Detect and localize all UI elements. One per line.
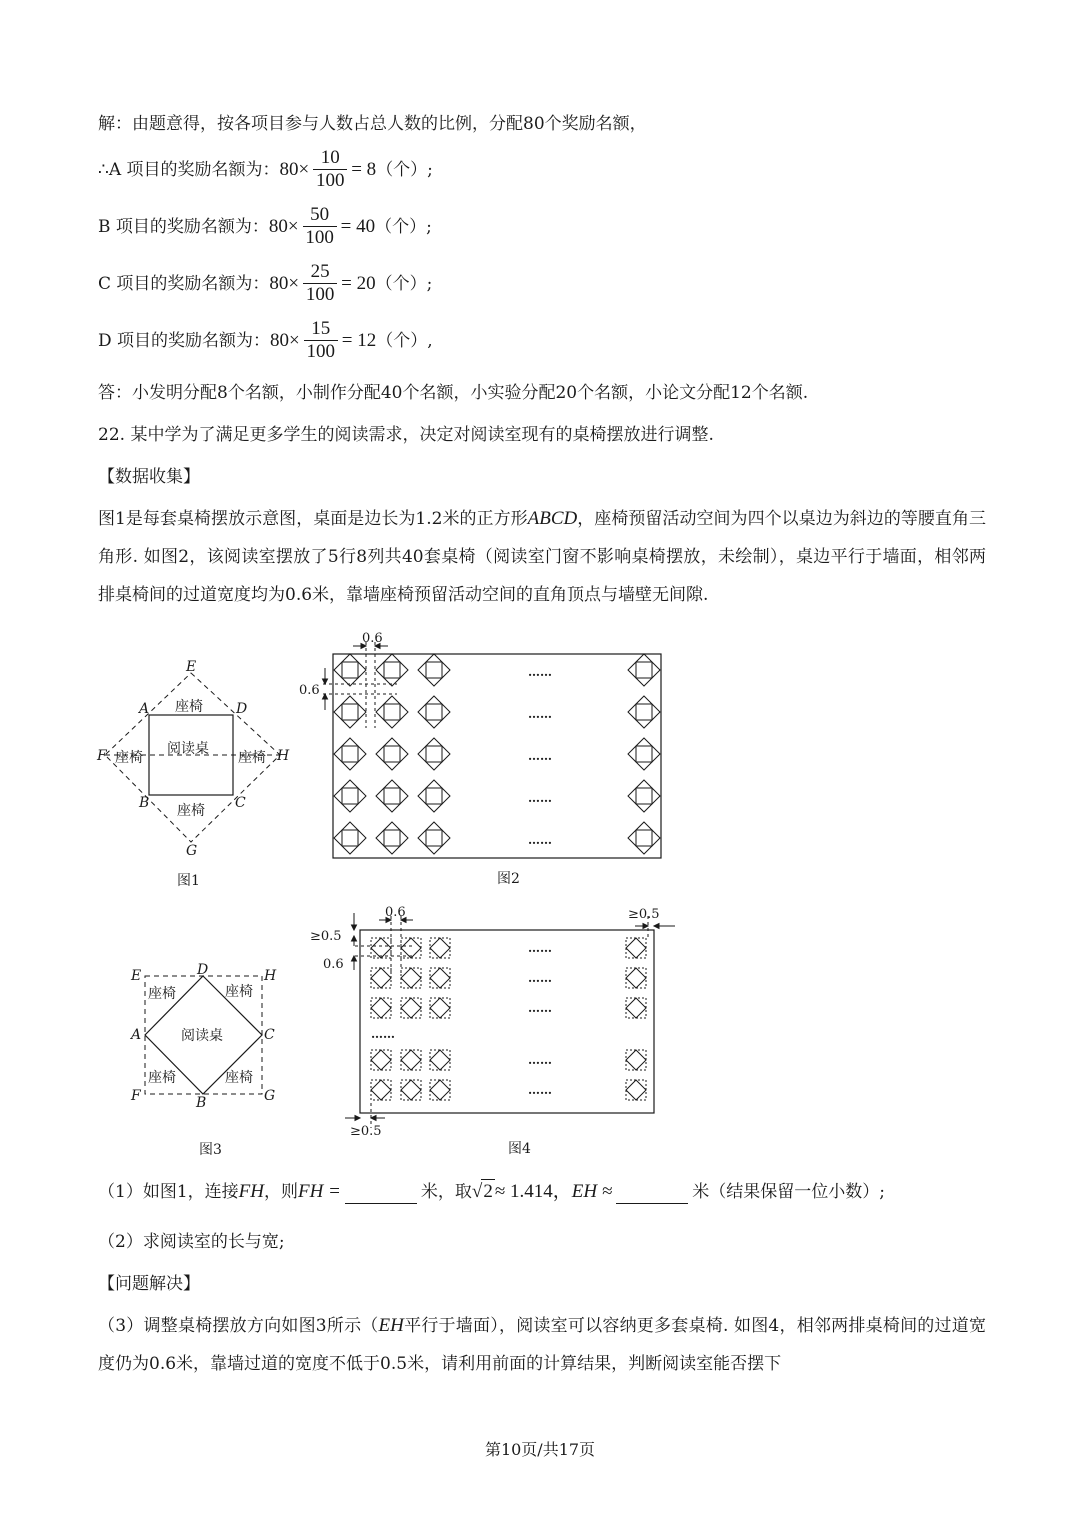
sub-question-3: （3）调整桌椅摆放方向如图3所示（EH平行于墙面），阅读室可以容纳更多套桌椅. 如图4，相邻两排桌椅间的过道宽度仍为0.6米，靠墙过道的宽度不低于0.5米，请利用前面的计算结果，判断阅读室能否摆下 — [98, 1315, 986, 1374]
figure-2 — [295, 628, 675, 893]
desk-set — [430, 1050, 450, 1070]
solution-row-d — [98, 318, 433, 363]
desk-set — [401, 938, 421, 958]
desk-set — [371, 968, 391, 988]
desk-set — [418, 696, 450, 728]
desk-set — [334, 780, 366, 812]
ellipsis-dots: …… — [528, 1083, 552, 1097]
solution-row-a — [98, 147, 433, 192]
desk-label: 阅读桌 — [181, 1028, 223, 1044]
fraction: $\frac{15}{100}$ — [304, 318, 338, 363]
desk-set — [401, 998, 421, 1018]
desk-set — [628, 696, 660, 728]
desk-set — [626, 938, 646, 958]
point-label-e: E — [131, 968, 142, 984]
point-label-b: B — [139, 795, 150, 811]
sub-question-1: （1）如图1，连接FH，则FH = 米，取√2 ≈ 1.414，EH ≈ 米（结果保留一位小数）; — [98, 1181, 885, 1202]
point-label-c: C — [264, 1027, 275, 1043]
desk-set — [376, 738, 408, 770]
row-result: = 20 — [341, 272, 376, 294]
ellipsis-dots: …… — [371, 1027, 395, 1041]
desk-set — [418, 822, 450, 854]
section-heading-solve: 【问题解决】 — [98, 1274, 200, 1294]
reading-room-wall — [333, 654, 661, 858]
section-heading-data: 【数据收集】 — [98, 467, 200, 487]
seat-label: 座椅 — [238, 750, 266, 766]
point-label-c: C — [235, 795, 246, 811]
row-unit: （个）; — [375, 216, 432, 237]
ellipsis-dots: …… — [528, 941, 552, 955]
seat-label: 座椅 — [148, 1070, 176, 1086]
figure-caption: 图1 — [177, 873, 200, 889]
desk-set — [418, 780, 450, 812]
question-title: 22. 某中学为了满足更多学生的阅读需求，决定对阅读室现有的桌椅摆放进行调整. — [98, 425, 714, 445]
figure-3 — [125, 958, 285, 1163]
desk-set — [401, 968, 421, 988]
ellipsis-dots: …… — [528, 971, 552, 985]
reading-room-wall — [360, 930, 654, 1113]
answer-blank[interactable] — [345, 1185, 417, 1204]
point-label-d: D — [236, 701, 248, 717]
point-label-b: B — [196, 1095, 207, 1111]
dimension-label: ≥0.5 — [310, 929, 342, 944]
ellipsis-dots: …… — [528, 791, 552, 805]
point-label-a: A — [139, 701, 150, 717]
desk-set — [418, 738, 450, 770]
desk-set — [371, 1050, 391, 1070]
row-unit: （个）; — [375, 273, 433, 294]
row-result: = 12 — [341, 329, 377, 351]
ellipsis-dots: …… — [528, 1001, 552, 1015]
fraction: $\frac{10}{100}$ — [313, 147, 347, 192]
desk-set — [628, 654, 660, 686]
desk-set — [334, 654, 366, 686]
row-mult: 80× — [268, 215, 299, 237]
desk-set — [418, 654, 450, 686]
desk-set — [401, 1050, 421, 1070]
seat-label: 座椅 — [225, 984, 253, 1000]
point-label-a: A — [131, 1027, 142, 1043]
desk-set — [334, 822, 366, 854]
desk-set — [334, 738, 366, 770]
figure-caption: 图4 — [508, 1141, 531, 1157]
dimension-label: 0.6 — [362, 631, 383, 646]
dimension-label: ≥0.5 — [628, 907, 660, 922]
row-mult: 80× — [269, 272, 300, 294]
row-mult: 80× — [279, 158, 310, 180]
desk-set — [626, 968, 646, 988]
point-label-d: D — [197, 962, 209, 978]
dimension-label: ≥0.5 — [350, 1124, 382, 1139]
row-prefix: C 项目的奖励名额为： — [98, 273, 270, 294]
fraction: $\frac{25}{100}$ — [303, 261, 337, 306]
seat-label: 座椅 — [115, 750, 143, 766]
solution-answer: 答：小发明分配8个名额，小制作分配40个名额，小实验分配20个名额，小论文分配12个名额. — [98, 383, 809, 403]
desk-set — [628, 822, 660, 854]
desk-set — [376, 822, 408, 854]
desk-set — [371, 938, 391, 958]
row-result: = 40 — [340, 215, 376, 237]
ellipsis-dots: …… — [528, 833, 552, 847]
solution-row-b — [98, 204, 432, 249]
point-label-g: G — [186, 843, 198, 859]
dimension-label: 0.6 — [299, 683, 320, 698]
seat-label: 座椅 — [175, 699, 203, 715]
point-label-g: G — [264, 1088, 276, 1104]
ellipsis-dots: …… — [528, 665, 552, 679]
figure-1 — [95, 655, 295, 890]
question-paragraph-1: 图1是每套桌椅摆放示意图，桌面是边长为1.2米的正方形ABCD，座椅预留活动空间为四个以桌边为斜边的等腰直角三角形. 如图2，该阅读室摆放了5行8列共40套桌椅（阅读室门窗不影响桌椅摆放，未绘制），桌边平行于墙面，相邻两排桌椅间的过道宽度均为0.6米，靠墙座椅预留活动空间的直角顶点与墙壁无间隙. — [98, 508, 986, 605]
desk-set — [376, 654, 408, 686]
desk-set — [628, 780, 660, 812]
desk-set-grid — [334, 654, 660, 854]
row-prefix: B 项目的奖励名额为： — [98, 216, 269, 237]
desk-set — [430, 998, 450, 1018]
seat-label: 座椅 — [177, 803, 205, 819]
desk-set — [626, 998, 646, 1018]
figure-caption: 图2 — [497, 871, 520, 887]
row-prefix: ∴A 项目的奖励名额为： — [98, 159, 280, 180]
dimension-label: 0.6 — [385, 905, 406, 920]
sub-question-2: （2）求阅读室的长与宽; — [98, 1232, 285, 1252]
point-label-h: H — [277, 748, 290, 764]
desk-set — [626, 1050, 646, 1070]
ellipsis-dots: …… — [528, 1053, 552, 1067]
desk-set — [430, 938, 450, 958]
row-prefix: D 项目的奖励名额为： — [98, 330, 271, 351]
desk-set — [376, 780, 408, 812]
desk-set — [334, 696, 366, 728]
ellipsis-dots: …… — [528, 707, 552, 721]
desk-set — [430, 1080, 450, 1100]
desk-set — [371, 1080, 391, 1100]
point-label-h: H — [264, 968, 277, 984]
row-unit: （个）, — [376, 330, 433, 351]
point-label-e: E — [186, 659, 197, 675]
solution-row-c — [98, 261, 432, 306]
figure-caption: 图3 — [199, 1142, 222, 1158]
desk-label: 阅读桌 — [167, 741, 209, 757]
answer-blank[interactable] — [616, 1185, 688, 1204]
ellipsis-dots: …… — [528, 749, 552, 763]
desk-set — [628, 738, 660, 770]
desk-set-grid — [371, 938, 646, 1100]
row-result: = 8 — [351, 158, 377, 180]
row-unit: （个）; — [376, 159, 433, 180]
desk-set — [626, 1080, 646, 1100]
dimension-label: 0.6 — [323, 957, 344, 972]
point-label-f: F — [97, 748, 107, 764]
seat-label: 座椅 — [148, 986, 176, 1002]
desk-set — [430, 968, 450, 988]
seat-label: 座椅 — [225, 1070, 253, 1086]
solution-intro: 解：由题意得，按各项目参与人数占总人数的比例，分配80个奖励名额， — [98, 114, 647, 134]
fraction: $\frac{50}{100}$ — [303, 204, 337, 249]
figure-4 — [305, 898, 685, 1163]
desk-set — [401, 1080, 421, 1100]
page-footer: 第10页/共17页 — [484, 1440, 596, 1459]
desk-set — [371, 998, 391, 1018]
point-label-f: F — [131, 1088, 141, 1104]
desk-set — [376, 696, 408, 728]
row-mult: 80× — [270, 329, 300, 351]
